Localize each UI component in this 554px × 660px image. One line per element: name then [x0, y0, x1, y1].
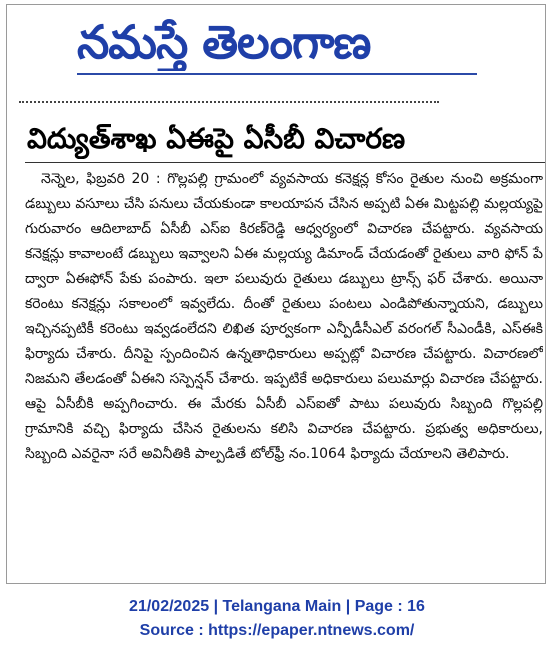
clipping-frame — [6, 4, 546, 584]
clipped-text-edge — [19, 101, 439, 109]
source-link[interactable]: Source : https://epaper.ntnews.com/ — [139, 622, 415, 639]
article-headline: విద్యుత్‌శాఖ ఏఈపై ఏసీబీ విచారణ — [27, 122, 406, 155]
article-body — [25, 167, 543, 587]
masthead-divider — [77, 73, 477, 75]
newspaper-masthead: నమస్తే తెలంగాణ — [77, 15, 371, 69]
publication-info: 21/02/2025 | Telangana Main | Page : 16 — [129, 598, 425, 615]
headline-divider — [25, 162, 545, 163]
article-paragraph: నెన్నెల, ఫిబ్రవరి 20 : గొల్లపల్లి గ్రామంలో వ్యవసాయ కనెక్షన్ల కోసం రైతుల నుంచి అక్రమంగా డబ్బులు వసూలు చేసి పనులు చేయకుండా కాలయాపన చేసిన అప్పటి ఏఈ మిట్టపల్లి మల్లయ్యపై గురువారం ఆదిలాబాద్‌ ఏసీబీ ఎస్‌ఐ కిరణ్‌రెడ్డి ఆధ్వర్యంలో విచారణ చేపట్టారు. వ్యవసాయ కనెక్షన్లు కావాలంటే డబ్బులు ఇవ్వాలని ఏఈ మల్లయ్య డిమాండ్‌ చేయడంతో రైతులు వారి ఫోన్‌ పే ద్వారా ఏఈఫోన్‌ పేకు పంపారు. ఇలా పలువురు రైతులు డబ్బులు ట్రాన్స్‌ ఫర్‌ చేశారు. అయినా కరెంటు కనెక్షన్లు సకాలంలో ఇవ్వలేదు. దీంతో రైతులు పంటలు ఎండిపోతున్నాయని, డబ్బులు ఇచ్చినప్పటికీ కరెంటు ఇవ్వడంలేదని లిఖిత పూర్వకంగా ఎన్పీడీసీఎల్‌ వరంగల్‌ సీఎండీకి, ఎస్‌ఈకి ఫిర్యాదు చేశారు. దీనిపై స్పందించిన ఉన్నతాధికారులు అప్పట్లో విచారణ చేపట్టారు. విచారణలో నిజమని తేలడంతో ఏఈని సస్పెన్షన్‌ చేశారు. ఇప్పటికే అధికారులు పలుమార్లు విచారణ చేపట్టారు. ఆపై ఏసీబీకి అప్పగించారు. ఈ మేరకు ఏసీబీ ఎస్‌ఐతో పాటు పలువురు సిబ్బంది గొల్లపల్లి గ్రామానికి వచ్చి ఫిర్యాదు చేసిన రైతులను కలిసి విచారణ చేపట్టారు. ప్రభుత్వ అధికారులు, సిబ్బంది ఎవరైనా సరే అవినీతికి పాల్పడితే టోల్‌ఫ్రీ నం.1064 ఫిర్యాదు చేయాలని తెలిపారు. — [25, 171, 543, 462]
